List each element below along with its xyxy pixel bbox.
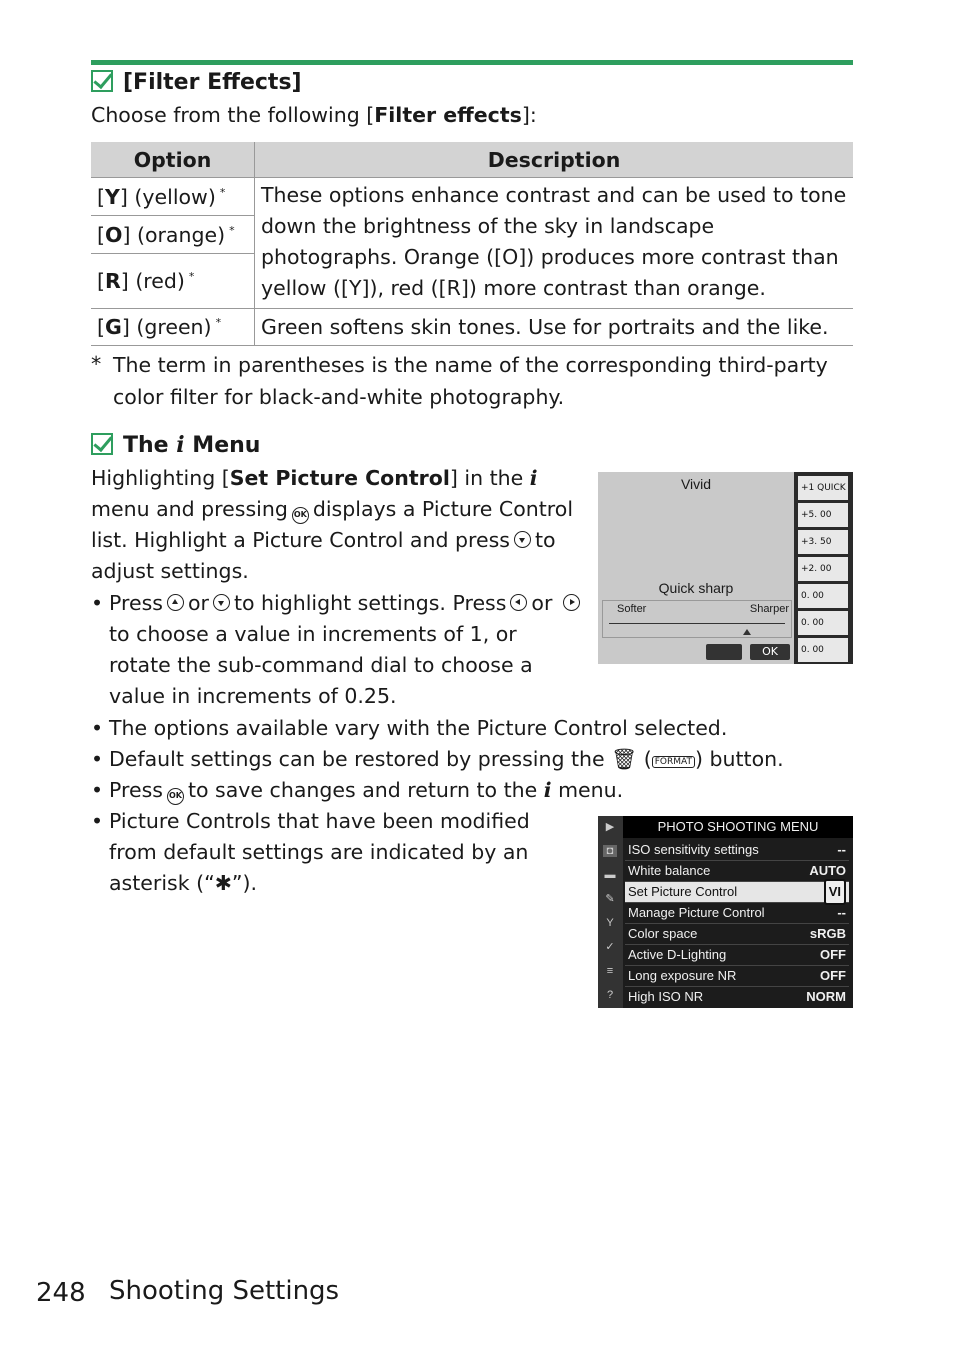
format-button-icon: FORMAT xyxy=(652,756,695,768)
pc-param-mid-range: +3. 50 xyxy=(798,530,848,554)
table-row: [R] (red) * xyxy=(91,254,255,309)
ok-icon: OK xyxy=(750,644,790,660)
list-item: • Press OK to save changes and return to the i menu. xyxy=(109,775,854,806)
pc-title: Vivid xyxy=(680,476,712,492)
pc-param-clarity: +2. 00 xyxy=(798,557,848,581)
wrench-tab-icon: Y xyxy=(606,917,614,929)
photo-shooting-menu-screen xyxy=(598,816,853,1008)
my-menu-tab-icon: ≡ xyxy=(606,965,614,977)
filter-intro: Choose from the following [Filter effects]: xyxy=(91,103,537,127)
menu-row-high-iso-nr[interactable]: High ISO NR NORM xyxy=(628,989,846,1004)
i-back-icon xyxy=(706,644,742,660)
menu-title: PHOTO SHOOTING MENU xyxy=(623,816,853,838)
list-item: • Picture Controls that have been modified from default settings are indicated by an asterisk (“✱”). xyxy=(91,809,530,895)
multi-selector-right-icon xyxy=(563,594,580,611)
menu-row-white-balance[interactable]: White balance AUTO xyxy=(625,861,849,882)
playback-tab-icon: ▶ xyxy=(605,821,615,833)
menu-row-iso[interactable]: ISO sensitivity settings -- xyxy=(625,840,849,861)
trash-icon: 🗑 xyxy=(611,747,638,771)
i-menu-paragraph: Highlighting [Set Picture Control] in the i menu and pressing OK displays a Picture Control list. Highlight a Picture Control and press to adjust settings. xyxy=(91,466,574,583)
pc-param-quick: +1 QUICK xyxy=(798,476,848,500)
menu-row-active-d-lighting[interactable]: Active D-Lighting OFF xyxy=(625,945,849,966)
checkmark-icon xyxy=(91,70,113,92)
page-number: 248 xyxy=(36,1278,86,1308)
table-row: [G] (green) * xyxy=(91,309,255,346)
sharpness-slider: Softer Sharper xyxy=(602,600,792,638)
camera-tab-icon: ◘ xyxy=(603,845,617,857)
filter-effects-heading: [Filter Effects] xyxy=(91,70,302,95)
list-item: • Default settings can be restored by pressing the 🗑 ( FORMAT ) button. xyxy=(91,747,784,771)
multi-selector-up-icon xyxy=(167,594,184,611)
col-option-header: Option xyxy=(91,142,255,178)
i-menu-heading: The i Menu xyxy=(91,432,260,458)
footer-section-title: Shooting Settings xyxy=(109,1276,340,1306)
pencil-tab-icon: ✎ xyxy=(605,893,615,905)
table-row: [O] (orange) * xyxy=(91,216,255,254)
green-description: Green softens skin tones. Use for portraits and the like. xyxy=(255,309,854,346)
col-description-header: Description xyxy=(255,142,854,178)
help-icon: ? xyxy=(606,989,614,1001)
table-row: [Y] (yellow) * xyxy=(91,178,255,216)
picture-control-screen xyxy=(598,472,853,664)
ok-button-icon: OK xyxy=(167,788,184,805)
multi-selector-down-icon xyxy=(514,531,531,548)
footnote: The term in parentheses is the name of the corresponding third-party color filter for black-and-white photography. xyxy=(113,353,828,409)
ok-button-icon: OK xyxy=(292,507,309,524)
filter-options-table xyxy=(91,142,853,346)
pc-preset: Quick sharp xyxy=(658,580,734,596)
menu-row-set-picture-control[interactable]: Set Picture Control VI xyxy=(625,882,849,903)
menu-row-manage-picture-control[interactable]: Manage Picture Control -- xyxy=(625,903,849,924)
section-top-rule xyxy=(91,60,853,65)
footnote-mark: * xyxy=(91,352,102,376)
filter-description-group: These options enhance contrast and can be used to tone down the brightness of the sky in landscape photographs. Orange ([O]) produces more contrast than yellow ([Y]), red ([R]) more contrast than orange. xyxy=(255,178,854,309)
pc-param-saturation: 0. 00 xyxy=(798,638,848,662)
asterisk-icon: ✱ xyxy=(214,871,232,895)
menu-row-color-space[interactable]: Color space sRGB xyxy=(625,924,849,945)
menu-row-long-exposure-nr[interactable]: Long exposure NR OFF xyxy=(625,966,849,987)
retouch-tab-icon: ✓ xyxy=(605,941,615,953)
multi-selector-left-icon xyxy=(510,594,527,611)
multi-selector-down-icon xyxy=(213,594,230,611)
pc-param-sharpening: +5. 00 xyxy=(798,503,848,527)
movie-tab-icon: ▬ xyxy=(604,869,616,881)
list-item: • Press or to highlight settings. Press or to choose a value in increments of 1, or rotate the sub-command dial to choose a value in increments of 0.25. xyxy=(109,588,584,712)
list-item: • The options available vary with the Picture Control selected. xyxy=(91,716,728,740)
pc-param-contrast: 0. 00 xyxy=(798,584,848,608)
checkmark-icon xyxy=(91,433,113,455)
pc-param-brightness: 0. 00 xyxy=(798,611,848,635)
menu-tab-column xyxy=(598,816,623,1008)
